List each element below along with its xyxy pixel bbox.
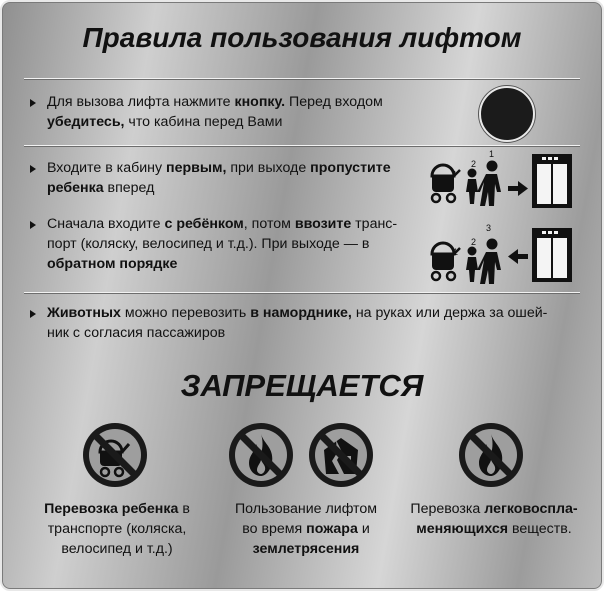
elevator-door-icon — [532, 154, 572, 208]
scene-label-3: 3 — [451, 169, 457, 179]
prohibition-caption-child-transport — [24, 499, 210, 559]
rule-animals — [30, 303, 590, 343]
scene-label-1: 1 — [453, 247, 459, 257]
plain-text: Сначала входите — [47, 216, 165, 232]
bullet-icon — [30, 165, 36, 173]
plain-text: на руках или держа за ошей- — [351, 305, 548, 321]
plain-text: и — [357, 521, 370, 537]
rule-text — [30, 303, 590, 343]
emphasis-text: меняющихся — [416, 521, 509, 537]
prohibition-caption-flammable — [396, 499, 592, 539]
plain-text: ник с согласия пассажиров — [47, 325, 226, 341]
emphasis-text: убедитесь, — [47, 114, 125, 130]
divider — [24, 292, 580, 294]
plain-text: во время — [242, 521, 307, 537]
scene-label-3: 3 — [486, 223, 492, 233]
earthquake-prohibited-icon — [306, 420, 376, 490]
emphasis-text: с ребёнком — [164, 216, 244, 232]
plain-text: вперед — [103, 180, 155, 196]
forbidden-title: ЗАПРЕЩАЕТСЯ — [180, 368, 424, 403]
adult-figure-icon — [477, 239, 501, 285]
plain-text: Перевозка — [410, 501, 485, 517]
child-figure-icon — [466, 247, 478, 283]
elevator-door-icon — [532, 228, 572, 282]
arrow-left-icon — [508, 249, 528, 264]
scene-label-2: 2 — [471, 159, 477, 169]
plain-text: велосипед и т.д.) — [61, 541, 173, 557]
plain-text: Перед входом — [285, 94, 383, 110]
arrow-right-icon — [508, 181, 528, 196]
emphasis-text: ребенка — [47, 180, 104, 196]
rule-text — [30, 158, 430, 198]
bullet-icon — [30, 221, 36, 229]
rule-text — [30, 214, 420, 274]
rule-text — [30, 92, 430, 132]
call-button-icon — [479, 86, 535, 142]
emphasis-text: Животных — [47, 305, 121, 321]
plain-text: порт (коляску, велосипед и т.д.). При выходе — в — [47, 236, 370, 252]
plain-text: транс- — [351, 216, 398, 232]
emphasis-text: Перевозка ребенка — [44, 501, 179, 517]
emphasis-text: пожара — [306, 521, 358, 537]
emphasis-text: в наморднике, — [250, 305, 352, 321]
rule-call-elevator — [30, 92, 430, 132]
emphasis-text: ввозите — [294, 216, 352, 232]
plain-text: Пользование лифтом — [234, 501, 378, 517]
bullet-icon — [30, 310, 36, 318]
plain-text: транспорте (коляска, — [47, 521, 187, 537]
plain-text: в — [178, 501, 190, 517]
plain-text: веществ. — [508, 521, 572, 537]
scene-label-2: 2 — [471, 237, 477, 247]
bullet-icon — [30, 99, 36, 107]
emphasis-text: первым, — [166, 160, 227, 176]
enter-first-pictogram — [424, 146, 584, 216]
divider — [24, 78, 580, 80]
flammable-prohibited-icon — [456, 420, 526, 490]
plain-text: Входите в кабину — [47, 160, 167, 176]
fire-prohibited-icon — [226, 420, 296, 490]
plain-text: можно перевозить — [120, 305, 251, 321]
scene-label-1: 1 — [489, 149, 495, 159]
plain-text: при выходе — [226, 160, 311, 176]
child-figure-icon — [466, 169, 478, 205]
emphasis-text: кнопку. — [234, 94, 286, 110]
rule-enter-with-child — [30, 214, 420, 274]
adult-figure-icon — [477, 161, 501, 207]
plain-text: , потом — [243, 216, 295, 232]
plain-text: что кабина перед Вами — [124, 114, 283, 130]
plain-text: Для вызова лифта нажмите — [47, 94, 235, 110]
sign-title: Правила пользования лифтом — [82, 22, 522, 53]
prohibition-caption-fire-earthquake — [208, 499, 404, 559]
emphasis-text: землетрясения — [252, 541, 360, 557]
rule-enter-first — [30, 158, 430, 198]
stroller-prohibited-icon — [80, 420, 150, 490]
enter-with-child-pictogram — [424, 220, 584, 292]
emphasis-text: обратном порядке — [47, 256, 178, 272]
emphasis-text: легковоспла- — [484, 501, 578, 517]
emphasis-text: пропустите — [310, 160, 391, 176]
